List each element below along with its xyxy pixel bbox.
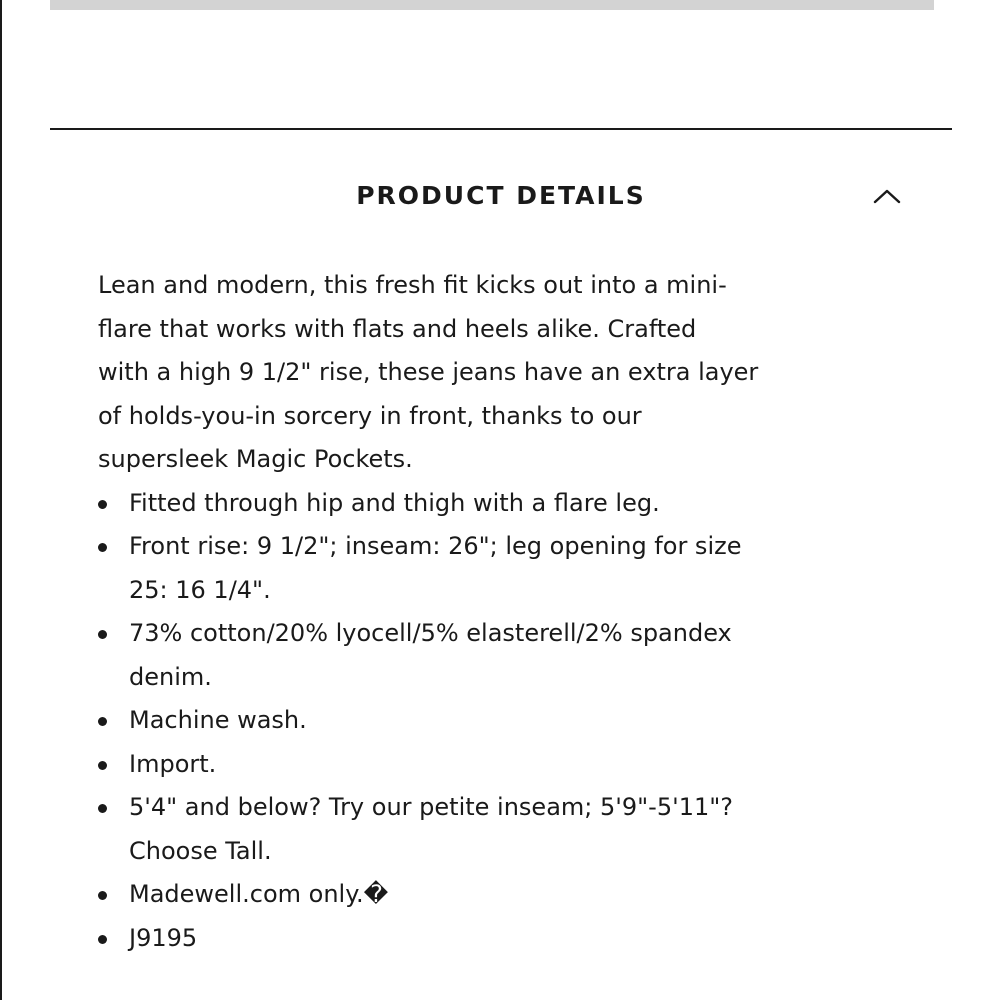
bullet-text: Machine wash. bbox=[129, 706, 307, 734]
page-left-border bbox=[0, 0, 2, 1000]
product-bullet-list bbox=[98, 482, 858, 961]
bullet-text: 5'4" and below? Try our petite inseam; 5'9"-5'11"? Choose Tall. bbox=[129, 793, 734, 865]
bullet-text: Madewell.com only.� bbox=[129, 880, 389, 908]
bullet-dot-icon bbox=[98, 630, 107, 639]
top-gray-bar bbox=[50, 0, 934, 10]
bullet-dot-icon bbox=[98, 717, 107, 726]
list-item bbox=[98, 482, 858, 526]
chevron-up-icon[interactable] bbox=[872, 184, 902, 208]
list-item bbox=[98, 612, 858, 699]
bullet-dot-icon bbox=[98, 804, 107, 813]
product-details-accordion-header[interactable] bbox=[50, 160, 952, 232]
bullet-dot-icon bbox=[98, 500, 107, 509]
list-item bbox=[98, 743, 858, 787]
section-divider bbox=[50, 128, 952, 130]
product-details-content bbox=[98, 264, 858, 960]
bullet-text: Front rise: 9 1/2"; inseam: 26"; leg opening for size 25: 16 1/4". bbox=[129, 532, 742, 604]
list-item bbox=[98, 917, 858, 961]
bullet-text: Fitted through hip and thigh with a flare leg. bbox=[129, 488, 660, 517]
bullet-dot-icon bbox=[98, 543, 107, 552]
bullet-dot-icon bbox=[98, 935, 107, 944]
list-item bbox=[98, 786, 858, 873]
product-description: Lean and modern, this fresh fit kicks out into a mini- flare that works with flats and heels alike. Crafted with a high 9 1/2" rise, these jeans have an extra layer of holds-you-in sorcery in front, thanks to our supersleek Magic Pockets. bbox=[98, 271, 759, 473]
bullet-text: J9195 bbox=[129, 923, 198, 952]
bullet-dot-icon bbox=[98, 891, 107, 900]
list-item bbox=[98, 873, 858, 917]
bullet-text: 73% cotton/20% lyocell/5% elasterell/2% spandex denim. bbox=[129, 619, 732, 691]
product-details-title: PRODUCT DETAILS bbox=[356, 181, 646, 210]
bullet-text: Import. bbox=[129, 749, 217, 778]
list-item bbox=[98, 525, 858, 612]
list-item bbox=[98, 699, 858, 743]
bullet-dot-icon bbox=[98, 761, 107, 770]
